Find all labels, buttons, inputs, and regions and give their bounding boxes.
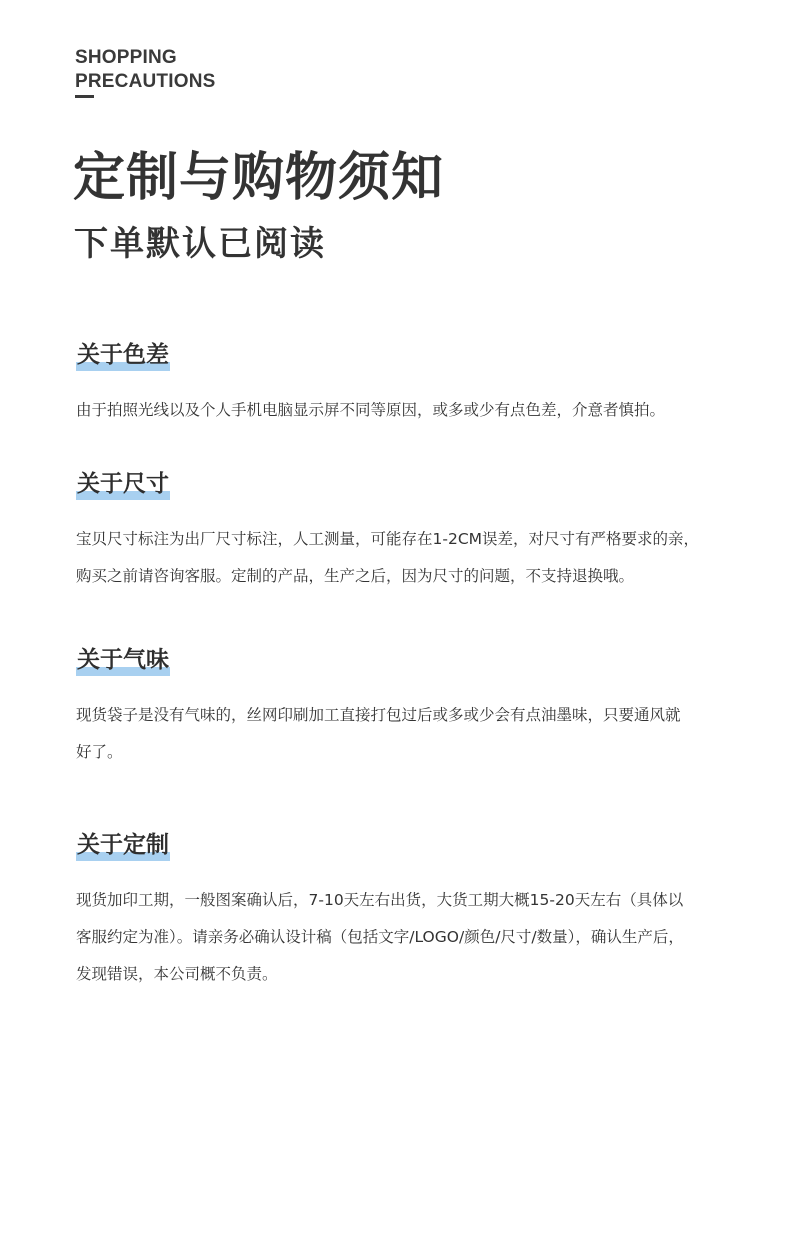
body-line: 客服约定为准）。请亲务必确认设计稿（包括文字/LOGO/颜色/尺寸/数量），确认生产后， [76, 928, 684, 946]
section-heading: 关于定制 [76, 830, 170, 860]
section-size [76, 469, 726, 595]
section-smell [76, 645, 726, 771]
eyebrow-underline [75, 95, 94, 98]
body-line: 好了。 [76, 743, 123, 761]
eyebrow-label [75, 46, 216, 94]
section-heading: 关于气味 [76, 645, 170, 675]
eyebrow-line-2: PRECAUTIONS [75, 71, 216, 92]
section-body [76, 882, 726, 993]
eyebrow-line-1: SHOPPING [75, 47, 177, 68]
body-line: 由于拍照光线以及个人手机电脑显示屏不同等原因，或多或少有点色差，介意者慎拍。 [76, 401, 666, 419]
section-heading: 关于尺寸 [76, 469, 170, 499]
page-subtitle: 下单默认已阅读 [74, 224, 326, 264]
body-line: 现货加印工期，一般图案确认后，7-10天左右出货，大货工期大概15-20天左右（具体以 [76, 891, 684, 909]
page-title: 定制与购物须知 [73, 148, 445, 208]
section-color-difference [76, 340, 726, 429]
body-line: 现货袋子是没有气味的，丝网印刷加工直接打包过后或多或少会有点油墨味，只要通风就 [76, 706, 681, 724]
body-line: 购买之前请咨询客服。定制的产品，生产之后，因为尺寸的问题，不支持退换哦。 [76, 567, 635, 585]
section-body [76, 521, 726, 595]
body-line: 宝贝尺寸标注为出厂尺寸标注，人工测量，可能存在1-2CM误差，对尺寸有严格要求的亲， [76, 530, 700, 548]
section-body [76, 392, 726, 429]
body-line: 发现错误，本公司概不负责。 [76, 965, 278, 983]
section-heading: 关于色差 [76, 340, 170, 370]
section-customization [76, 830, 726, 993]
section-body [76, 697, 726, 771]
